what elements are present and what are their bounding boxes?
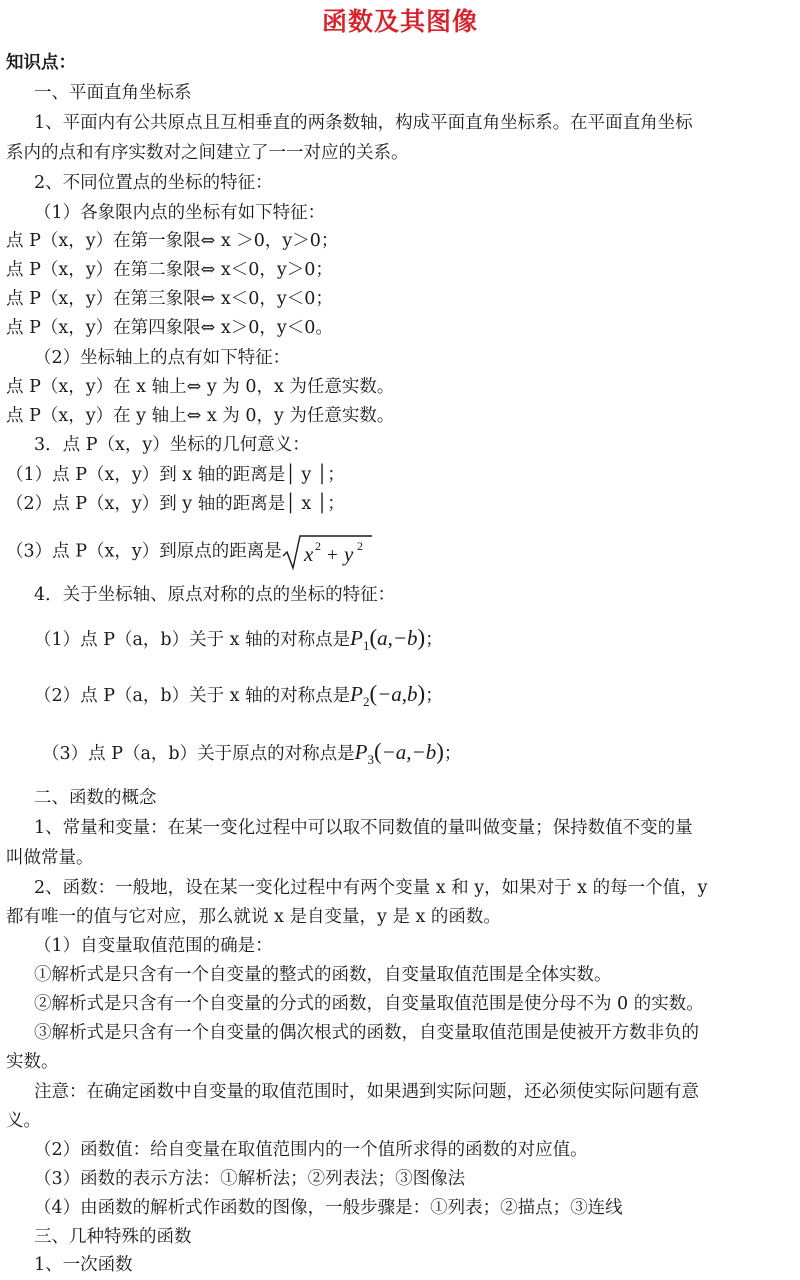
paragraph-line: 2、不同位置点的坐标的特征： xyxy=(34,173,273,193)
paragraph-line: 点 P（x，y）在第三象限⇔ x＜0，y＜0； xyxy=(6,289,333,309)
paragraph-line: （2）函数值：给自变量在取值范围内的一个值所求得的函数的对应值。 xyxy=(34,1140,588,1160)
paragraph-line: （3）函数的表示方法：①解析法；②列表法；③图像法 xyxy=(34,1169,466,1189)
paragraph-text: （3）点 P（a，b）关于原点的对称点是 xyxy=(42,744,355,764)
p1-args: a,−b xyxy=(377,626,418,650)
heading-linear-function: 1、一次函数 xyxy=(34,1255,133,1275)
sqrt-y: y xyxy=(343,542,354,566)
p3-name: P xyxy=(354,740,368,764)
paragraph-line: ③解析式是只含有一个自变量的偶次根式的函数，自变量取值范围是使被开方数非负的 xyxy=(34,1023,699,1043)
paragraph-line: 1、平面内有公共原点且互相垂直的两条数轴，构成平面直角坐标系。在平面直角坐标 xyxy=(34,113,693,133)
sqrt-x-exp: 2 xyxy=(314,539,321,553)
paragraph-line: 实数。 xyxy=(6,1052,59,1072)
paragraph-line: （1）点 P（x，y）到 x 轴的距离是│ y │； xyxy=(6,465,345,485)
sqrt-x: x xyxy=(303,542,314,566)
paragraph-text: （3）点 P（x，y）到原点的距离是 xyxy=(6,541,282,562)
sqrt-y-exp: 2 xyxy=(356,539,363,553)
paragraph-line: 系内的点和有序实数对之间建立了一一对应的关系。 xyxy=(6,143,409,163)
p1-subscript: 1 xyxy=(362,638,370,654)
paragraph-line: （1）各象限内点的坐标有如下特征： xyxy=(34,203,326,223)
paragraph-line: 注意：在确定函数中自变量的取值范围时，如果遇到实际问题，还必须使实际问题有意 xyxy=(34,1082,699,1102)
p1-name: P xyxy=(350,626,363,650)
paragraph-line: 4．关于坐标轴、原点对称的点的坐标的特征： xyxy=(34,585,396,605)
paragraph-line: 1、常量和变量：在某一变化过程中可以取不同数值的量叫做变量；保持数值不变的量 xyxy=(34,818,693,838)
point-p2-formula: $P_2(-a,b)$ xyxy=(350,681,426,710)
p2-subscript: 2 xyxy=(362,694,370,710)
paragraph-text: （2）点 P（a，b）关于 x 轴的对称点是 xyxy=(34,686,351,706)
sqrt-formula-graphic xyxy=(282,532,374,572)
distance-to-origin-line xyxy=(6,532,794,572)
paragraph-line: ②解析式是只含有一个自变量的分式的函数，自变量取值范围是使分母不为 0 的实数。 xyxy=(34,994,704,1014)
paragraph-line: 点 P（x，y）在第一象限⇔ x ＞0，y＞0； xyxy=(6,231,339,251)
paragraph-line: 都有唯一的值与它对应，那么就说 x 是自变量，y 是 x 的函数。 xyxy=(6,907,501,927)
paragraph-line: 点 P（x，y）在 y 轴上⇔ x 为 0，y 为任意实数。 xyxy=(6,406,395,426)
paragraph-line: 点 P（x，y）在第二象限⇔ x＜0，y＞0； xyxy=(6,260,333,280)
paragraph-line: （2）点 P（x，y）到 y 轴的距离是│ x │； xyxy=(6,494,345,514)
symmetric-point-x-axis-line-2 xyxy=(34,680,800,716)
paragraph-line: 义。 xyxy=(6,1111,41,1131)
paragraph-line: （1）自变量取值范围的确是： xyxy=(34,936,273,956)
paragraph-text: （1）点 P（a，b）关于 x 轴的对称点是 xyxy=(34,630,351,650)
p2-name: P xyxy=(350,682,363,706)
end-punct: ； xyxy=(425,630,443,650)
symmetric-point-x-axis-line xyxy=(34,624,800,660)
heading-special-functions: 三、几种特殊的函数 xyxy=(34,1227,192,1247)
sqrt-formula xyxy=(282,532,374,572)
paragraph-line: 点 P（x，y）在第四象限⇔ x＞0，y＜0。 xyxy=(6,318,333,338)
paragraph-line: 叫做常量。 xyxy=(6,848,94,868)
paragraph-line: （4）由函数的解析式作函数的图像，一般步骤是：①列表；②描点；③连线 xyxy=(34,1198,623,1218)
section-heading-knowledge: 知识点： xyxy=(6,53,76,73)
paragraph-line: 2、函数：一般地，设在某一变化过程中有两个变量 x 和 y，如果对于 x 的每一个值，y xyxy=(34,878,708,898)
p3-subscript: 3 xyxy=(367,752,374,768)
paragraph-line: （2）坐标轴上的点有如下特征： xyxy=(34,348,291,368)
end-punct: ； xyxy=(443,744,462,764)
end-punct: ； xyxy=(425,686,443,706)
heading-coordinate-system: 一、平面直角坐标系 xyxy=(34,83,192,103)
heading-function-concept: 二、函数的概念 xyxy=(34,788,157,808)
p2-args: −a,b xyxy=(377,682,418,706)
symmetric-point-origin-line xyxy=(42,738,800,774)
paragraph-line: ①解析式是只含有一个自变量的整式的函数，自变量取值范围是全体实数。 xyxy=(34,965,612,985)
paragraph-line: 3．点 P（x，y）坐标的几何意义： xyxy=(34,435,310,455)
paragraph-line: 点 P（x，y）在 x 轴上⇔ y 为 0，x 为任意实数。 xyxy=(6,377,395,397)
sqrt-plus: + xyxy=(326,545,338,566)
p3-args: −a,−b xyxy=(381,740,437,764)
page-title: 函数及其图像 xyxy=(321,7,478,36)
point-p1-formula: $P_1(a,-b)$ xyxy=(350,625,426,654)
point-p3-formula: $P_3(-a,-b)$ xyxy=(354,739,444,768)
